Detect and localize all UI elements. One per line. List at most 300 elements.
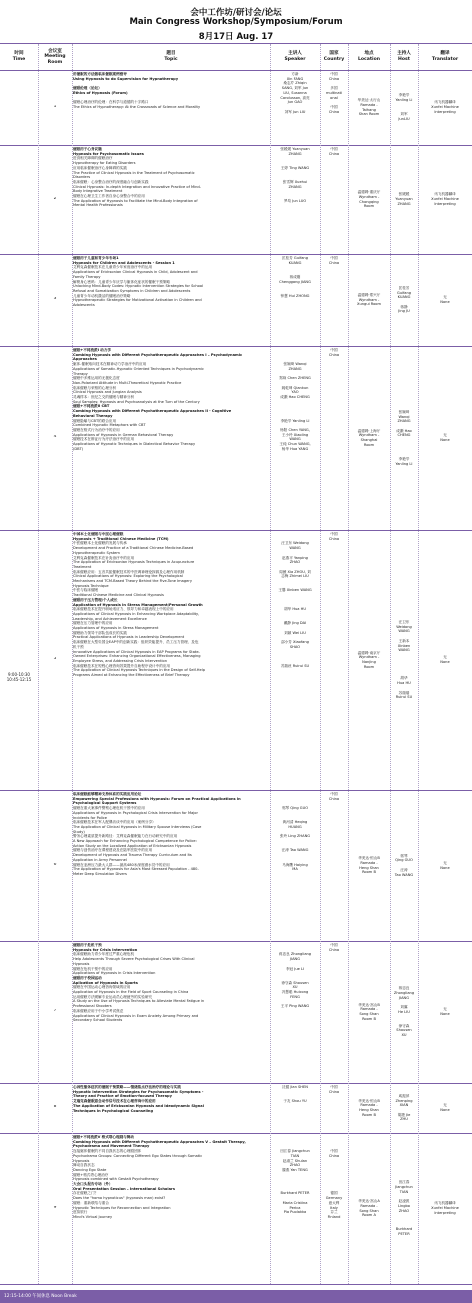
speakers-line: 李冠 Jue LI [285,966,305,971]
speaker-list [271,943,319,1082]
country-line: China [328,76,340,81]
topic-line: 催眠：重新联结与重合 [73,1200,109,1205]
topic-line: 催眠+不同流派II CBT [73,404,110,409]
host-line: 汪涛 [400,867,408,872]
topic-line: Study) [73,829,85,834]
country-line: 中国 [330,792,338,796]
topic-line: 催眠用于校园运动 [73,975,102,980]
topic-list [73,1085,269,1132]
topic-line: 催眠在重大案事件警察心理危机干预中的应用 [73,806,145,811]
topic-line: Traditional Chinese Medicine and Clinical Hypnosis [73,593,164,598]
row-divider [0,1083,472,1084]
host-line: Qing GUO [395,858,413,863]
topic-line: Applications of Hypnotic Techniques in Dialectical Behavior Therapy [73,442,196,447]
country-line: China [328,796,340,801]
topic-line: 催眠+不同流派I 动力学 [73,348,111,352]
topic-line: 中医与临床催眠 [73,588,99,593]
location-line: Shanghai [360,438,378,442]
topic-line: 艾利克森催眠技术在儿童青少年家庭治疗中的运用 [73,265,153,270]
host-line: ZHU [400,1117,408,1122]
location-line: Ramada - [360,860,378,865]
host-line: ZHANG [397,419,411,424]
host-line: XU [401,1033,407,1038]
topic-line: Refusal and Somatization Symptoms in Children and Adolescents [73,288,191,293]
topic-line: 催眠与创伤治疗在课程建设及在陆军医院中的应用 [73,848,153,853]
country-line: China [328,536,340,541]
topic-line: Dancing Ego State [73,1167,107,1172]
topic-line: The Application of Clinical Hypnosis Techniques in the Design of Self-Help [73,668,206,673]
location-line: Xungui Room [357,302,381,307]
speakers-line: 方新 [291,72,299,76]
speakers-line: 周薇 Xia ZHOU, 刘 [279,569,311,574]
speakers-line: 杨华 Hua YANG [281,446,309,451]
topic-line: 催眠+不同流派V 格式塔心理剧与舞动 [73,1135,134,1139]
host-line: 田江春 [398,1180,410,1185]
speakers-line: 郭琴 Qing GUO [281,806,309,811]
location-line: 华美达·嵩山A [358,1199,380,1204]
row-divider [0,254,472,255]
host-line: 李艳苓 [398,456,410,461]
topic-line: 临床催眠技术在短程心理咨询效果提升自助程序设计中的应用 [73,663,171,668]
host-line: Jing JU [398,309,410,314]
speakers-line: 滕燕 Yan TENG [282,1167,308,1172]
topic-line: Leadership, and Achievement Excellence [73,616,147,621]
speakers-line: 汪涛 Tao WANG [281,848,309,853]
topic-line: Incidents for Police [73,815,108,820]
country-line: onal [330,95,338,100]
speakers-line: Perica [289,1205,301,1210]
topic-line: Development and Practice of a Traditional Chinese Medicine-Based [73,546,194,551]
speakers-line: WANG [289,546,301,551]
topic-line: Mental Health Professionals [73,203,123,208]
country-list [321,72,347,144]
topic-line: Combing Hypnosis with Different Psychotherapeutic Approaches II - Cognitive [73,409,232,414]
host-list [391,410,417,529]
location-line: Wyndham - [358,433,380,438]
speaker-list [271,1135,319,1283]
topic-line: Applications of Hypnosis in Stress Management [73,626,159,631]
location-line: Heng Shan [359,865,379,870]
host-line: Tao WANG [394,872,414,877]
topic-line: Programs Aimed at Enhancing the Effectiveness of Brief Therapy [73,673,190,678]
speakers-line: ZHANG [288,184,302,189]
location-list [349,98,389,144]
topic-line: Hypnosis [73,961,90,966]
host-list [391,192,417,253]
host-line: 张媛媛 [398,192,410,197]
translator-line: 无 [443,433,447,438]
topic-line: Therapy [73,371,88,376]
topic-line: 艾利克森催眠技术在针灸治疗中的应用 [73,555,135,560]
host-list [391,1094,417,1132]
row-divider [0,1133,472,1134]
host-list [391,286,417,345]
translator-line: Interpreting [434,109,456,114]
speakers-line: Maria Cristina [282,1200,308,1205]
location-line: 华美达·太行山 [357,98,381,103]
speakers-line: Carolusson, 高亮 [280,95,310,100]
translator-list [419,1201,471,1283]
topic-line: 临床催眠在大型央国企EAP中的创新实践：组织效能提升、员工压力管理、及危 [73,640,199,645]
topic-line: Non-Polarized Attitude in Multi-Theoretical Hypnotic Practice [73,380,182,385]
topic-line: Hypnosis [73,1158,90,1163]
host-line: TIAN [399,1189,409,1194]
topic-line: Hypnosis for Crisis Intervention [73,947,138,952]
location-list [349,429,389,529]
title-date: 8月17日 Aug. 17 [198,32,274,42]
country-line: 中国 [330,104,338,109]
location-line: 温德姆·重庆厅 [357,190,381,195]
host-line: Ruirui SU [395,695,413,700]
topic-line: 催眠用于危机干预 [73,943,102,947]
translator-line: None [440,438,450,442]
speakers-line: YAO [291,390,299,395]
host-line: 咸振萍 [398,1093,410,1098]
speakers-line: SHAO [289,644,301,649]
noon-break-footer: 12:15-14:00 午间休息 Noon Break [0,1290,472,1303]
location-line: Chongqing [359,199,379,204]
speakers-line: ZHANG [288,366,302,371]
speakers-line: 胡华 Hua HU [284,607,306,612]
location-line: Shan Room [358,112,380,117]
topic-line: 催眠在危机干预中的应用 [73,966,113,971]
topic-line: Hypnotherapeutic System [73,550,120,555]
country-list [321,943,347,1082]
country-line: 中国 [330,943,338,947]
country-line: Italy [330,1205,338,1210]
topic-line: 催眠用于儿童和青少年专场1 [73,256,119,260]
speakers-line: 罗均 Jun LUO [283,198,307,203]
host-line: WANG [398,648,410,653]
topic-line: Help Adolescents Through Severe Psychological Crises With Clinical [73,957,195,962]
topic-line: 催眠在亚洲压力最大人群——最高480米深度潜水员中的应用 [73,862,170,867]
speaker-list [271,792,319,940]
topic-line: 催眠伦理（论坛） [73,86,102,91]
translator-line: 讯飞机器翻译 [434,100,456,105]
topic-line: 连接躯体催眠的不同自我状态的心理剧团体 [73,1149,142,1154]
location-line: Song Shan [359,1208,379,1213]
topic-line: Professional Shooters [73,1004,112,1009]
speakers-line: FENG [290,994,300,999]
col-header-speaker: 主讲人 Speaker [284,51,306,62]
topic-line: Applications of Somatic-Hypnotic Oriented Techniques in Psychodynamic [73,366,204,371]
host-list [391,620,417,789]
topic-line: 机干预 [73,644,84,649]
translator-line: 无 [443,860,447,865]
topic-line: The Application of Hypnosis to Facilitate the Mind-Body Integration of [73,198,198,203]
speakers-line: 匡桂芳 Guifang [281,256,308,260]
host-line: 苏瑞瑞 [398,690,410,695]
speakers-line: 李艳苓 Yanling LI [280,418,310,423]
topic-line: 催眠助力领导干部队伍成长的实践 [73,630,127,635]
topic-line: The Application of Ericksonian Hypnosis Techniques in Acupuncture [73,560,195,565]
translator-line: 无 [443,295,447,300]
col-header-host: 主持人 Host [397,51,411,62]
speaker-list [271,256,319,345]
topic-line: 临床催眠：心身整合治疗的深度融合与创新实践 [73,179,149,184]
speakers-line: 汪卫东 Weidong [281,541,309,546]
location-line: Room B [362,1016,376,1021]
speakers-line: ZHAO [289,560,301,565]
topic-list [73,72,269,144]
location-line: 温德姆·郑兴厅 [357,292,381,297]
speakers-line: 志梅 Zhimei LIU [281,574,309,579]
host-line: Zhongliang [393,990,415,995]
speakers-line: 张玲 Ling ZHANG [279,834,311,839]
location-line: Ramada - [360,1103,378,1108]
speakers-line: Chenggang JIANG [279,279,311,284]
translator-line: Interpreting [434,201,456,206]
country-list [321,1085,347,1132]
topic-line: Practical Applications of Hypnosis in Leadership Development [73,635,185,640]
host-list [391,854,417,940]
translator-list [419,1103,471,1132]
speakers-line: 张婉琦 Wanqi [283,362,307,367]
translator-line: Xunfei Machine [431,197,459,202]
topic-list [73,256,269,345]
speakers-line: 张雪辉 Xuehui [282,179,308,184]
topic-line: Applications of Hypnosis in German Behavioral Therapy [73,432,174,437]
column-divider [390,44,391,1284]
topic-line: Body Integrative Treatment [73,189,123,194]
location-line: Taihang [362,107,376,112]
topic-line: Soul Samples: Hypnosis and Psychoanalysis at the Turn of the Century [73,399,200,404]
host-line: Jiangchun [395,1185,413,1189]
speakers-line: 钟慧 Hui ZHONG [280,293,310,298]
host-line: Wanqi [398,414,410,419]
topic-line: 催眠在格式行为治疗中的应用 [73,427,120,432]
speakers-line: 成灏 Hao CHENG [280,395,310,400]
location-line: Song Shan [359,1012,379,1016]
col-header-room: 会议室 Meeting Room [44,48,66,65]
translator-list [419,192,471,253]
topic-line: Does the "homo hypnoticus" (hypnosis man) exist? [73,1196,166,1201]
country-list [321,147,347,253]
topic-line: 临床催眠技术在军人配偶访谈中的应用（案例分享） [73,820,156,825]
translator-line: Xunfei Machine [431,105,459,110]
topic-line: Applications of Clinical Hypnosis in Enhancing Workplace Adaptability, [73,611,200,616]
speakers-line: Burkhard PETER [280,1191,310,1196]
topic-line: The Practice of Clinical Hypnosis in the Treatment of Psychosomatic [73,170,195,175]
host-line: Lingbo [397,1203,411,1208]
topic-line: Behavioral Therapy [73,413,113,418]
topic-line: Applications of Clinical Hypnosis in Exam Anxiety Among Primary and [73,1013,199,1018]
topic-line: Techniques in Psychological Counseling [73,1108,154,1113]
topic-line: Hypnotic Techniques for Reconnection and Integration [73,1205,171,1210]
host-line: Yanling Li [395,98,413,103]
topic-line: 催眠用于心身议题 [73,147,102,151]
translator-line: 无 [443,655,447,660]
translator-line: 讯飞机器翻译 [434,192,456,197]
location-line: Ramada - [360,1203,378,1208]
speakers-line: 王平 Ping WANG [280,1004,310,1009]
translator-list [419,655,471,789]
host-line: ZHANG [397,201,411,206]
location-list [349,651,389,789]
col-header-country: 国家 Country [323,51,345,62]
speakers-line: ZHAO [289,1163,301,1168]
country-line: 德国 [330,1191,338,1196]
title-en: Main Congress Workshop/Symposium/Forum [129,17,343,27]
location-line: Room B [362,870,376,875]
country-line: Germany [325,1196,343,1201]
speakers-line: 黄河清 Heqing [282,820,308,825]
speakers-line: 冯慧聪 Huicong [281,990,309,995]
topic-line: Development of Hypnosis and Trauma Therapy Curriculum and Its [73,853,192,858]
speaker-list [271,147,319,253]
speakers-line: MA [292,867,298,872]
topic-line: Owned Enterprises: Enhancing Organizational Effectiveness, Managing [73,654,201,659]
topic-line: Hypnotic Intervention Strategies for Psychosomatic Symptoms - [73,1089,204,1094]
speakers-line: SANG, 刘军 Jun [281,86,309,91]
location-line: Room [363,664,375,669]
location-line: Wyndham - [358,297,380,302]
location-list [349,1003,389,1082]
country-line: 芬兰 [330,1210,338,1215]
country-line: 中国 [330,1085,338,1089]
translator-list [419,1007,471,1082]
speakers-line: Pia Puolakka [283,1210,307,1215]
topic-line: Combing Hypnosis with Different Psychotherapeutic Approaches V – Gestalt Therapy, [73,1139,246,1144]
topic-line: The Application of Clinical Hypnosis in Military Spouse Interviews (Case [73,824,202,829]
host-line: CHENG [397,433,411,438]
topic-line: Secondary School Students [73,1018,123,1023]
host-line: KUANG [397,295,411,300]
speakers-line: 马海鹰 Haiying [282,862,308,867]
topic-line: Clinical Applications of Hypnosis: Exploring the Psychological [73,574,183,579]
speakers-line: 赵燕平 Yanping [282,555,308,560]
column-divider [348,44,349,1284]
country-line: 意大利 [328,1200,340,1205]
country-line: 中国 [330,1149,338,1154]
topic-line: Hypnosis Technique [73,583,109,588]
topic-line: Combined Hypnotic Metaphors with CBT [73,423,146,428]
host-line: 郭琴 [400,853,408,858]
country-list [321,256,347,345]
room-number: 3 [53,297,57,301]
topic-line: Application of Hypnosis in the Field of Sport Counseling in China [73,990,189,995]
location-line: Heng Shan [359,1108,379,1112]
speakers-line: 刘军 Jun LIU [284,109,306,114]
host-line: 匡桂芳 [398,285,410,290]
topic-line: Unlocking Mind-Body Codes: Hypnotic Intervention Strategies for School [73,284,204,289]
host-line: Burkhard [395,1227,413,1232]
location-list [349,1099,389,1132]
location-list [349,190,389,253]
topic-line: 催眠中多维运用的无极化态度 [73,376,120,381]
topic-line: 临床催眠技术在提升职场适应力、领导力和卓越表现上中的应用 [73,607,174,612]
speakers-line: 郑琛 Chen ZHENG [279,376,311,381]
country-line: China [328,260,340,265]
topic-line: Mechanisms and TCM-Based Theory Behind the Five-Tone Imagery [73,579,192,584]
host-line: Yanling LI [395,461,413,466]
speakers-line: 姚乾坤 Qiankun [281,385,309,390]
topic-line: 心因性躯体症状的催眠干预策略——情绪焦点疗法治疗的理论与实践 [73,1085,181,1089]
host-line: Hua HU [397,681,411,686]
speakers-line: 刘颖 Wei LIU [284,630,306,635]
host-line: Xinben [397,643,411,648]
host-line: 赵凌波 [398,1199,410,1204]
host-list [391,93,417,144]
topic-line: Using Hypnosis to do Supervision for Hypnotherapy [73,76,179,81]
country-list [321,1135,347,1283]
speakers-line: JIANG [289,957,301,962]
topic-line: Psychological Support Systems [73,801,137,806]
topic-list [73,348,269,529]
host-line: 胡捷 Jie [397,1112,411,1117]
topic-line: Hypnotherapeutic Strategies for Motivational Activation in Children and [73,298,202,303]
row-divider [0,70,472,71]
topic-line: Hypnosis for Psychosomatic Issues [73,151,144,156]
topic-line: 躯体-催眠取向技术在精神动力学治疗中的应用 [73,362,147,367]
topic-line: Treatment [73,564,92,569]
country-line: 多国 [330,86,338,91]
country-line: China [328,352,340,357]
country-line: 中国 [330,532,338,536]
topic-list [73,1135,269,1283]
host-line: XIAN [399,1103,409,1108]
host-line: 刘军 [400,112,408,117]
topic-line: The Application of Ericksonian Hypnosis and Ideodynamic Signal [73,1103,204,1108]
topic-line: 警务心理素质提升新路径：艾利克森催眠能力在行动研究中的应用 [73,834,178,839]
topic-line: A New Approach for Enhancing Psychological Competence for Police: [73,839,197,844]
speakers-line: XU [292,985,298,990]
topic-line: The Ethics of Hypnotherapy: At the Crossroads of Science and Morality [73,104,201,109]
translator-line: None [440,660,450,664]
speakers-line: HUANG [288,824,302,829]
speakers-line: ZHANG [288,151,302,156]
topic-line: 解锁身心密码：儿童青少年厌学与躯体化症状的催眠干预策略 [73,279,171,284]
topic-line: 艾瑞克森催眠意念动作信号技术在心理咨询中的应用 [73,1099,156,1104]
topic-line: 催眠在心理卫生工作者自身心身整合中的应用 [73,194,145,199]
translator-list [419,861,471,940]
topic-line: 中国本土化催眠与中医心理催眠 [73,532,124,536]
location-line: Ramada - [360,1007,378,1012]
room-number: 2 [53,196,57,201]
country-line: multinati [325,90,343,95]
title-cn: 会中工作坊/研讨会/论坛 [190,8,282,18]
topic-line: Hypnosis combined with Gestalt Psychotherapy [73,1177,159,1182]
country-line: 中国 [330,348,338,352]
country-line: 中国 [330,147,338,151]
row-divider [0,346,472,347]
topic-line: 催眠用于压力管理/个人成长 [73,597,118,602]
translator-list [419,100,471,144]
col-header-time: 时间 Time [12,51,26,62]
speakers-line: WANG [289,437,301,442]
host-line: 王新本 [398,638,410,643]
translator-line: 无 [443,1103,447,1108]
topic-line: Psychodrama Groups: Connecting Different Ego States through Somatic [73,1153,203,1158]
host-line: 汪卫东 [398,620,410,625]
translator-line: None [440,1012,450,1016]
host-line: 成灏 Hao [396,428,412,433]
translator-list [419,295,471,345]
host-line: JIANG [398,995,410,1000]
room-number: 5 [53,657,57,661]
host-line: ZHAO [398,1208,410,1213]
location-list [349,293,389,345]
topic-line: 用催眠的方法做临床催眠案例督导 [73,72,127,76]
topic-line: 虚拟旅行 [73,1210,88,1215]
topic-line: Theory and Practice of Emotion-focused Therapy [73,1094,172,1099]
topic-line: 舞动自我状态 [73,1163,95,1168]
speakers-line: 于友 Shou YU [283,1099,307,1104]
speaker-list [271,72,319,144]
host-line: JunLIU [398,116,410,121]
topic-line: 催眠+格式塔心理治疗 [73,1172,109,1177]
topic-line: 催眠心理治疗的伦理：在科学与道德的十字路口 [73,100,149,105]
